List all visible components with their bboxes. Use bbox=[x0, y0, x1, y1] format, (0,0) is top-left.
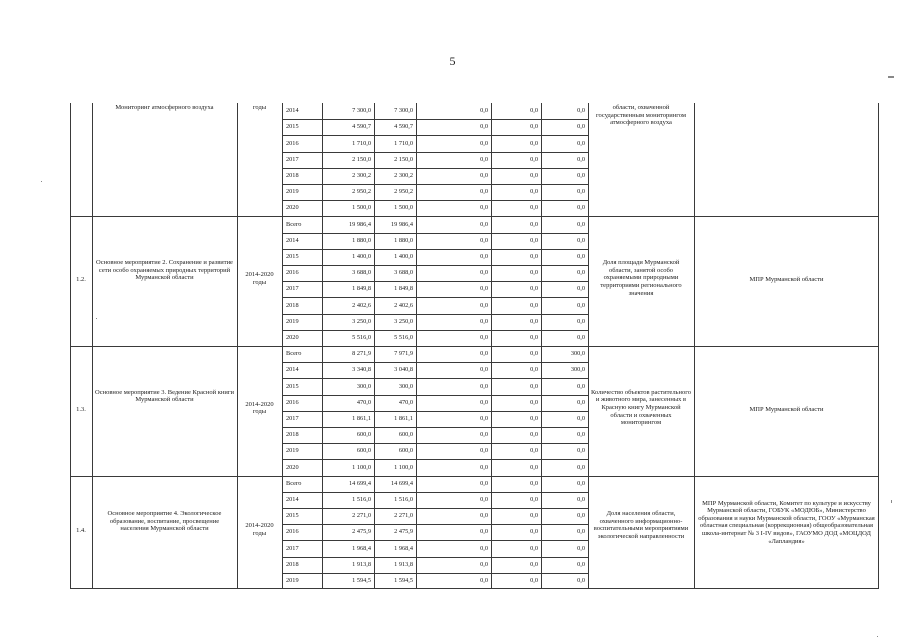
year-cell: 2018 bbox=[286, 301, 299, 309]
fed-cell: 0,0 bbox=[480, 528, 488, 536]
mest-cell: 0,0 bbox=[530, 252, 538, 260]
fed-cell: 0,0 bbox=[480, 301, 488, 309]
mest-cell: 0,0 bbox=[530, 269, 538, 277]
total-cell: 3 688,0 bbox=[352, 269, 371, 277]
mest-cell: 0,0 bbox=[530, 447, 538, 455]
obl-cell: 1 710,0 bbox=[394, 139, 413, 147]
budget-table bbox=[70, 103, 879, 589]
vneb-cell: 0,0 bbox=[577, 155, 585, 163]
total-cell: 7 300,0 bbox=[352, 107, 371, 115]
total-cell: 600,0 bbox=[356, 447, 371, 455]
vneb-cell: 0,0 bbox=[577, 285, 585, 293]
obl-cell: 600,0 bbox=[398, 431, 413, 439]
event-name: Мониторинг атмосферного воздуха bbox=[115, 104, 214, 111]
row-rule bbox=[282, 492, 588, 493]
mest-cell: 0,0 bbox=[530, 431, 538, 439]
row-rule bbox=[282, 200, 588, 201]
mest-cell: 0,0 bbox=[530, 414, 538, 422]
obl-cell: 14 699,4 bbox=[390, 479, 413, 487]
row-rule bbox=[282, 265, 588, 266]
fed-cell: 0,0 bbox=[480, 285, 488, 293]
year-cell: 2019 bbox=[286, 576, 299, 584]
obl-cell: 600,0 bbox=[398, 447, 413, 455]
year-cell: 2016 bbox=[286, 139, 299, 147]
mest-cell: 0,0 bbox=[530, 544, 538, 552]
indicator: области, охваченной государственным мониторингом атмосферного воздуха bbox=[596, 104, 686, 127]
total-cell: 1 849,8 bbox=[352, 285, 371, 293]
executor: МПР Мурманской области, Комитет по культуре и искусству Мурманской области, ГОБУК «МОДЮБ», Министерство образования и науки Мурманской области, ГООУ «Мурманская областная специальная (коррекционная) общеобразовательная школа-интернат № 3 I-IV видов», ГАОУМО ДОД «МОЦДОД «Лапландия» bbox=[698, 499, 875, 545]
mest-cell: 0,0 bbox=[530, 463, 538, 471]
mest-cell: 0,0 bbox=[530, 236, 538, 244]
total-cell: 2 475,9 bbox=[352, 528, 371, 536]
year-cell: 2017 bbox=[286, 285, 299, 293]
row-rule bbox=[282, 362, 588, 363]
fed-cell: 0,0 bbox=[480, 188, 488, 196]
total-cell: 8 271,9 bbox=[352, 350, 371, 358]
obl-cell: 470,0 bbox=[398, 398, 413, 406]
year-cell: 2017 bbox=[286, 414, 299, 422]
event-name: Основное мероприятие 2. Сохранение и развитие сети особо охраняемых природных территорий Мурманской области bbox=[96, 259, 233, 282]
fed-cell: 0,0 bbox=[480, 495, 488, 503]
row-rule bbox=[70, 216, 879, 217]
obl-cell: 4 590,7 bbox=[394, 123, 413, 131]
total-cell: 1 100,0 bbox=[352, 463, 371, 471]
mest-cell: 0,0 bbox=[530, 495, 538, 503]
obl-cell: 3 688,0 bbox=[394, 269, 413, 277]
mest-cell: 0,0 bbox=[530, 560, 538, 568]
mest-cell: 0,0 bbox=[530, 285, 538, 293]
vneb-cell: 0,0 bbox=[577, 333, 585, 341]
fed-cell: 0,0 bbox=[480, 560, 488, 568]
total-cell: 1 710,0 bbox=[352, 139, 371, 147]
year-cell: Всего bbox=[286, 350, 302, 358]
mest-cell: 0,0 bbox=[530, 204, 538, 212]
mest-cell: 0,0 bbox=[530, 220, 538, 228]
fed-cell: 0,0 bbox=[480, 382, 488, 390]
total-cell: 1 968,4 bbox=[352, 544, 371, 552]
mest-cell: 0,0 bbox=[530, 123, 538, 131]
obl-cell: 3 040,8 bbox=[394, 366, 413, 374]
vneb-cell: 0,0 bbox=[577, 398, 585, 406]
obl-cell: 2 950,2 bbox=[394, 188, 413, 196]
total-cell: 2 300,2 bbox=[352, 171, 371, 179]
vneb-cell: 0,0 bbox=[577, 220, 585, 228]
obl-cell: 7 971,9 bbox=[394, 350, 413, 358]
mest-cell: 0,0 bbox=[530, 155, 538, 163]
period: 2014-2020 годы bbox=[245, 400, 274, 416]
obl-cell: 1 968,4 bbox=[394, 544, 413, 552]
row-rule bbox=[282, 119, 588, 120]
row-rule bbox=[282, 443, 588, 444]
event-name: Основное мероприятие 4. Экологическое образование, воспитание, просвещение населения Мурманской области bbox=[107, 510, 222, 533]
obl-cell: 1 880,0 bbox=[394, 236, 413, 244]
vneb-cell: 0,0 bbox=[577, 528, 585, 536]
fed-cell: 0,0 bbox=[480, 447, 488, 455]
fed-cell: 0,0 bbox=[480, 544, 488, 552]
fed-cell: 0,0 bbox=[480, 398, 488, 406]
item-number: 1.2. bbox=[76, 276, 86, 284]
obl-cell: 2 300,2 bbox=[394, 171, 413, 179]
year-cell: 2018 bbox=[286, 431, 299, 439]
fed-cell: 0,0 bbox=[480, 576, 488, 584]
vneb-cell: 0,0 bbox=[577, 576, 585, 584]
row-rule bbox=[282, 168, 588, 169]
year-cell: Всего bbox=[286, 479, 302, 487]
obl-cell: 5 516,0 bbox=[394, 333, 413, 341]
year-cell: 2017 bbox=[286, 544, 299, 552]
row-rule bbox=[282, 557, 588, 558]
obl-cell: 3 250,0 bbox=[394, 317, 413, 325]
year-cell: 2014 bbox=[286, 366, 299, 374]
year-cell: 2018 bbox=[286, 560, 299, 568]
fed-cell: 0,0 bbox=[480, 333, 488, 341]
year-cell: 2016 bbox=[286, 398, 299, 406]
mest-cell: 0,0 bbox=[530, 398, 538, 406]
vneb-cell: 0,0 bbox=[577, 139, 585, 147]
scan-speck bbox=[877, 636, 878, 637]
fed-cell: 0,0 bbox=[480, 204, 488, 212]
mest-cell: 0,0 bbox=[530, 317, 538, 325]
year-cell: 2015 bbox=[286, 252, 299, 260]
obl-cell: 7 300,0 bbox=[394, 107, 413, 115]
fed-cell: 0,0 bbox=[480, 107, 488, 115]
total-cell: 5 516,0 bbox=[352, 333, 371, 341]
fed-cell: 0,0 bbox=[480, 350, 488, 358]
mest-cell: 0,0 bbox=[530, 512, 538, 520]
total-cell: 600,0 bbox=[356, 431, 371, 439]
year-cell: 2017 bbox=[286, 155, 299, 163]
indicator: Количество объектов растительного и животного мира, занесенных в Красную книгу Мурманской области и охваченных мониторингом bbox=[591, 388, 692, 427]
indicator: Доля населения области, охваченного информационно-воспитательными мероприятиями экологической направленности bbox=[593, 510, 689, 541]
total-cell: 300,0 bbox=[356, 382, 371, 390]
total-cell: 2 402,6 bbox=[352, 301, 371, 309]
total-cell: 2 271,0 bbox=[352, 512, 371, 520]
obl-cell: 19 986,4 bbox=[390, 220, 413, 228]
year-cell: 2015 bbox=[286, 512, 299, 520]
mest-cell: 0,0 bbox=[530, 301, 538, 309]
row-rule bbox=[282, 395, 588, 396]
vneb-cell: 0,0 bbox=[577, 512, 585, 520]
total-cell: 1 880,0 bbox=[352, 236, 371, 244]
year-cell: 2015 bbox=[286, 123, 299, 131]
vneb-cell: 0,0 bbox=[577, 204, 585, 212]
year-cell: 2020 bbox=[286, 463, 299, 471]
row-rule bbox=[282, 233, 588, 234]
mest-cell: 0,0 bbox=[530, 366, 538, 374]
total-cell: 1 913,8 bbox=[352, 560, 371, 568]
row-rule bbox=[282, 184, 588, 185]
scan-speck bbox=[888, 76, 894, 78]
mest-cell: 0,0 bbox=[530, 107, 538, 115]
obl-cell: 1 500,0 bbox=[394, 204, 413, 212]
vneb-cell: 0,0 bbox=[577, 252, 585, 260]
total-cell: 4 590,7 bbox=[352, 123, 371, 131]
scan-speck bbox=[891, 500, 892, 503]
obl-cell: 1 100,0 bbox=[394, 463, 413, 471]
page-number: 5 bbox=[449, 54, 456, 68]
total-cell: 1 400,0 bbox=[352, 252, 371, 260]
item-number: 1.3. bbox=[76, 405, 86, 413]
total-cell: 1 516,0 bbox=[352, 495, 371, 503]
vneb-cell: 300,0 bbox=[570, 350, 585, 358]
fed-cell: 0,0 bbox=[480, 220, 488, 228]
vneb-cell: 0,0 bbox=[577, 123, 585, 131]
mest-cell: 0,0 bbox=[530, 576, 538, 584]
vneb-cell: 0,0 bbox=[577, 171, 585, 179]
row-rule bbox=[282, 540, 588, 541]
fed-cell: 0,0 bbox=[480, 317, 488, 325]
fed-cell: 0,0 bbox=[480, 512, 488, 520]
vneb-cell: 0,0 bbox=[577, 414, 585, 422]
year-cell: 2019 bbox=[286, 317, 299, 325]
event-name: Основное мероприятие 3. Ведение Красной книги Мурманской области bbox=[95, 388, 234, 404]
row-rule bbox=[282, 330, 588, 331]
scan-speck bbox=[41, 181, 42, 182]
year-cell: 2014 bbox=[286, 495, 299, 503]
year-cell: 2020 bbox=[286, 204, 299, 212]
vneb-cell: 0,0 bbox=[577, 107, 585, 115]
row-rule bbox=[70, 588, 879, 589]
fed-cell: 0,0 bbox=[480, 414, 488, 422]
row-rule bbox=[282, 314, 588, 315]
row-rule bbox=[282, 459, 588, 460]
period: годы bbox=[252, 104, 267, 111]
obl-cell: 1 913,8 bbox=[394, 560, 413, 568]
row-rule bbox=[282, 411, 588, 412]
vneb-cell: 0,0 bbox=[577, 495, 585, 503]
mest-cell: 0,0 bbox=[530, 171, 538, 179]
obl-cell: 2 402,6 bbox=[394, 301, 413, 309]
vneb-cell: 0,0 bbox=[577, 269, 585, 277]
fed-cell: 0,0 bbox=[480, 123, 488, 131]
vneb-cell: 0,0 bbox=[577, 560, 585, 568]
row-rule bbox=[282, 152, 588, 153]
row-rule bbox=[282, 378, 588, 379]
vneb-cell: 0,0 bbox=[577, 544, 585, 552]
fed-cell: 0,0 bbox=[480, 463, 488, 471]
row-rule bbox=[70, 346, 879, 347]
fed-cell: 0,0 bbox=[480, 155, 488, 163]
fed-cell: 0,0 bbox=[480, 269, 488, 277]
mest-cell: 0,0 bbox=[530, 528, 538, 536]
fed-cell: 0,0 bbox=[480, 366, 488, 374]
row-rule bbox=[282, 573, 588, 574]
executor: МПР Мурманской области bbox=[749, 405, 824, 413]
mest-cell: 0,0 bbox=[530, 139, 538, 147]
mest-cell: 0,0 bbox=[530, 350, 538, 358]
fed-cell: 0,0 bbox=[480, 479, 488, 487]
mest-cell: 0,0 bbox=[530, 333, 538, 341]
row-rule bbox=[282, 249, 588, 250]
vneb-cell: 0,0 bbox=[577, 301, 585, 309]
total-cell: 1 500,0 bbox=[352, 204, 371, 212]
fed-cell: 0,0 bbox=[480, 252, 488, 260]
vneb-cell: 0,0 bbox=[577, 382, 585, 390]
vneb-cell: 0,0 bbox=[577, 236, 585, 244]
row-rule bbox=[282, 297, 588, 298]
period: 2014-2020 годы bbox=[245, 271, 274, 286]
fed-cell: 0,0 bbox=[480, 139, 488, 147]
year-cell: 2019 bbox=[286, 447, 299, 455]
fed-cell: 0,0 bbox=[480, 171, 488, 179]
total-cell: 2 950,2 bbox=[352, 188, 371, 196]
obl-cell: 2 271,0 bbox=[394, 512, 413, 520]
row-rule bbox=[282, 508, 588, 509]
year-cell: 2018 bbox=[286, 171, 299, 179]
mest-cell: 0,0 bbox=[530, 382, 538, 390]
total-cell: 3 250,0 bbox=[352, 317, 371, 325]
row-rule bbox=[282, 135, 588, 136]
vneb-cell: 0,0 bbox=[577, 463, 585, 471]
row-rule bbox=[282, 427, 588, 428]
obl-cell: 1 400,0 bbox=[394, 252, 413, 260]
total-cell: 1 861,1 bbox=[352, 414, 371, 422]
row-rule bbox=[70, 476, 879, 477]
vneb-cell: 0,0 bbox=[577, 188, 585, 196]
row-rule bbox=[282, 281, 588, 282]
vneb-cell: 300,0 bbox=[570, 366, 585, 374]
item-number: 1.4. bbox=[76, 527, 86, 535]
total-cell: 14 699,4 bbox=[348, 479, 371, 487]
row-rule bbox=[282, 524, 588, 525]
total-cell: 470,0 bbox=[356, 398, 371, 406]
mest-cell: 0,0 bbox=[530, 188, 538, 196]
fed-cell: 0,0 bbox=[480, 236, 488, 244]
executor: МПР Мурманской области bbox=[749, 276, 824, 284]
total-cell: 19 986,4 bbox=[348, 220, 371, 228]
year-cell: 2019 bbox=[286, 188, 299, 196]
vneb-cell: 0,0 bbox=[577, 479, 585, 487]
obl-cell: 2 475,9 bbox=[394, 528, 413, 536]
year-cell: 2016 bbox=[286, 269, 299, 277]
vneb-cell: 0,0 bbox=[577, 317, 585, 325]
year-cell: 2016 bbox=[286, 528, 299, 536]
year-cell: Всего bbox=[286, 220, 302, 228]
year-cell: 2015 bbox=[286, 382, 299, 390]
vneb-cell: 0,0 bbox=[577, 447, 585, 455]
total-cell: 2 150,0 bbox=[352, 155, 371, 163]
total-cell: 1 594,5 bbox=[352, 576, 371, 584]
obl-cell: 1 516,0 bbox=[394, 495, 413, 503]
vneb-cell: 0,0 bbox=[577, 431, 585, 439]
obl-cell: 1 594,5 bbox=[394, 576, 413, 584]
obl-cell: 1 861,1 bbox=[394, 414, 413, 422]
obl-cell: 300,0 bbox=[398, 382, 413, 390]
indicator: Доля площади Мурманской области, занятой особо охраняемыми природными территориями регионального значения bbox=[600, 259, 682, 297]
year-cell: 2014 bbox=[286, 236, 299, 244]
obl-cell: 1 849,8 bbox=[394, 285, 413, 293]
obl-cell: 2 150,0 bbox=[394, 155, 413, 163]
year-cell: 2014 bbox=[286, 107, 299, 115]
scan-speck bbox=[96, 318, 97, 319]
mest-cell: 0,0 bbox=[530, 479, 538, 487]
year-cell: 2020 bbox=[286, 333, 299, 341]
fed-cell: 0,0 bbox=[480, 431, 488, 439]
period: 2014-2020 годы bbox=[245, 522, 274, 537]
total-cell: 3 340,8 bbox=[352, 366, 371, 374]
